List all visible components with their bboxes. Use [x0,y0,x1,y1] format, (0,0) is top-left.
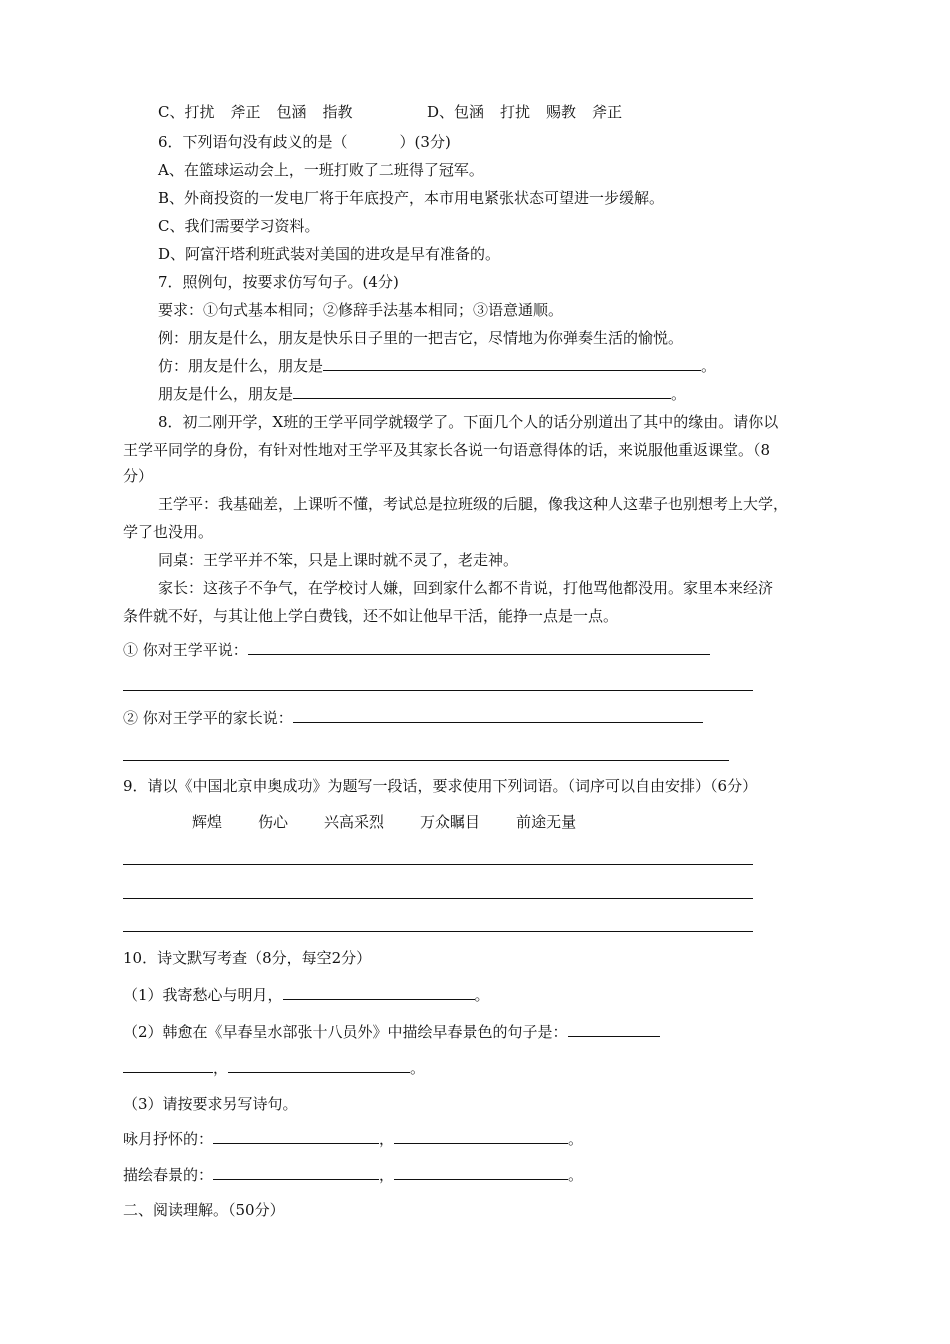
q8-wang-line-2: 学了也没用。 [123,523,214,541]
q8-answer-1 [123,640,710,660]
q10-s1 [123,985,490,1005]
q5-option-c-word: 指教 [322,103,353,121]
q10-period: 。 [410,1059,426,1077]
q5-option-d-word: 赐教 [546,103,577,121]
q9-word: 前途无量 [516,813,577,831]
q8-answer-1-blank[interactable] [248,640,710,655]
q8-stem-line-2: 王学平同学的身份，有针对性地对王学平及其家长各说一句语意得体的话，来说服他重返课堂。（8 [123,441,771,459]
q10-moon-prefix: 咏月抒怀的： [123,1130,214,1148]
q9-answer-line[interactable] [123,898,753,899]
q7-imitate-2 [158,384,686,404]
q6-option-d: D、阿富汗塔利班武装对美国的进攻是早有准备的。 [158,245,501,263]
q7-requirement: 要求：①句式基本相同；②修辞手法基本相同；③语意通顺。 [158,301,564,319]
q10-comma: ， [379,1166,395,1184]
q5-option-c [158,102,353,122]
q6-option-c: C、我们需要学习资料。 [158,217,320,235]
q8-wang-line-1: 王学平：我基础差，上课听不懂，考试总是拉班级的后腿，像我这种人这辈子也别想考上大学， [158,495,789,513]
q10-s2-blank-2[interactable] [228,1058,410,1073]
q10-moon-blank-2[interactable] [394,1129,568,1144]
q5-option-d-word: 打扰 [500,103,531,121]
q7-example: 例：朋友是什么，朋友是快乐日子里的一把吉它，尽情地为你弹奏生活的愉悦。 [158,329,684,347]
q9-word-list [192,812,576,832]
q10-moon [123,1129,583,1149]
q7-answer-blank-1[interactable] [323,356,701,371]
q8-parent-line-2: 条件就不好，与其让他上学白费钱，还不如让他早干活，能挣一点是一点。 [123,607,619,625]
q10-s2-blank-1-cont[interactable] [123,1058,213,1073]
q8-answer-2-prefix: ② 你对王学平的家长说： [123,709,293,727]
q10-s2 [123,1022,660,1042]
q10-s2-blank-1[interactable] [568,1022,660,1037]
q10-period: 。 [474,986,490,1004]
q8-stem-line-3: 分） [123,467,154,485]
q10-s2-cont [123,1058,425,1078]
q8-stem-line-1: 8．初二刚开学，X班的王学平同学就辍学了。下面几个人的话分别道出了其中的缘由。请你以 [158,413,779,431]
q9-answer-line[interactable] [123,931,753,932]
q10-stem: 10．诗文默写考查（8分，每空2分） [123,949,372,967]
q5-option-d-label: D、包涵 [427,103,485,121]
q8-answer-2-line[interactable] [123,760,729,761]
q10-s3: （3）请按要求另写诗句。 [123,1095,298,1113]
q9-stem: 9．请以《中国北京申奥成功》为题写一段话，要求使用下列词语。（词序可以自由安排）（6分） [123,777,758,795]
q6-option-b: B、外商投资的一发电厂将于年底投产，本市用电紧张状态可望进一步缓解。 [158,189,665,207]
q10-comma: ， [379,1130,395,1148]
q8-answer-2-blank[interactable] [293,708,703,723]
q10-comma: ， [213,1059,229,1077]
q10-s1-prefix: （1）我寄愁心与明月， [123,986,283,1004]
q5-option-c-word: 包涵 [276,103,307,121]
q5-option-c-label: C、打扰 [158,103,215,121]
q10-moon-blank-1[interactable] [213,1129,379,1144]
q6-stem-start: 6．下列语句没有歧义的是（ [158,133,348,151]
q10-spring-blank-1[interactable] [213,1165,379,1180]
q7-period: 。 [671,385,687,403]
q9-word: 兴高采烈 [324,813,385,831]
q6-stem [158,132,451,152]
q7-answer-blank-2[interactable] [293,384,671,399]
q7-imitate-1-prefix: 仿：朋友是什么，朋友是 [158,357,324,375]
q6-option-a: A、在篮球运动会上，一班打败了二班得了冠军。 [158,161,484,179]
q5-option-d [427,102,622,122]
q5-option-d-word: 斧正 [592,103,623,121]
q8-deskmate: 同桌：王学平并不笨，只是上课时就不灵了，老走神。 [158,551,519,569]
q10-spring-prefix: 描绘春景的： [123,1166,214,1184]
section-2-heading: 二、阅读理解。（50分） [123,1201,285,1219]
q8-parent-line-1: 家长：这孩子不争气，在学校讨人嫌，回到家什么都不肯说，打他骂他都没用。家里本来经济 [158,579,774,597]
q10-s1-blank[interactable] [283,985,475,1000]
q8-answer-2 [123,708,703,728]
q9-word: 辉煌 [192,813,223,831]
q10-spring [123,1165,583,1185]
q5-option-c-word: 斧正 [230,103,261,121]
q10-period: 。 [568,1130,584,1148]
q10-period: 。 [568,1166,584,1184]
q10-spring-blank-2[interactable] [394,1165,568,1180]
q10-s2-prefix: （2）韩愈在《早春呈水部张十八员外》中描绘早春景色的句子是： [123,1023,568,1041]
q9-answer-line[interactable] [123,864,753,865]
q6-stem-end: ）(3分) [399,133,451,151]
q8-answer-1-prefix: ① 你对王学平说： [123,641,248,659]
q7-period: 。 [701,357,717,375]
q7-stem: 7．照例句，按要求仿写句子。(4分) [158,273,399,291]
q7-imitate-1 [158,356,716,376]
q9-word: 伤心 [258,813,289,831]
q7-imitate-2-prefix: 朋友是什么，朋友是 [158,385,294,403]
q9-word: 万众瞩目 [420,813,481,831]
q8-answer-1-line[interactable] [123,690,753,691]
